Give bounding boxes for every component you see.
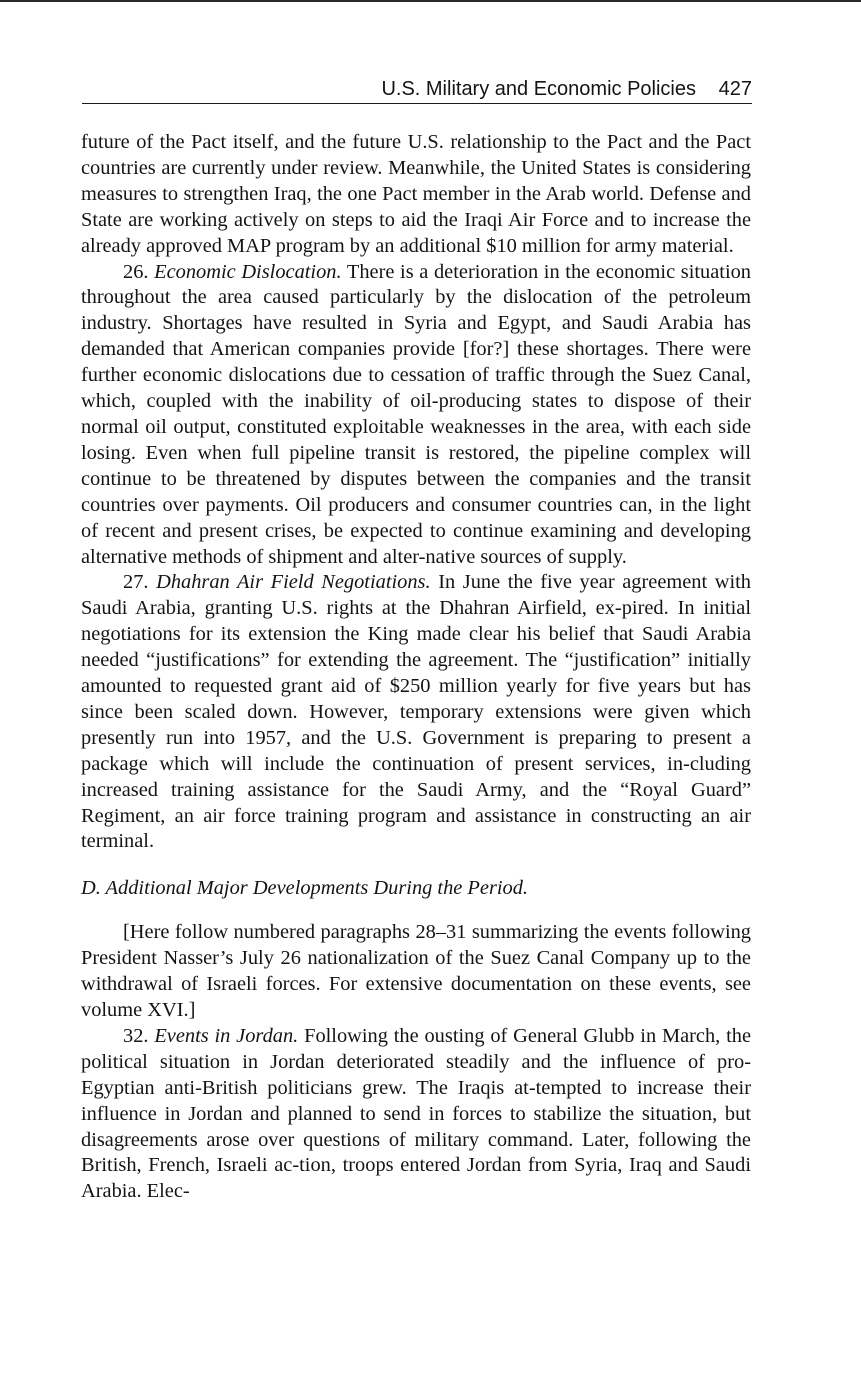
paragraph-26-number: 26. — [123, 260, 149, 283]
paragraph-26-text: There is a deterioration in the economic situation throughout the area caused particularly by the dislocation of the petroleum industry. Shortages have resulted in Syria and Egypt, and Saudi Arabia has demanded that American companies provide [for?] these shortages. There were further economic dislocations due to cessation of traffic through the Suez Canal, which, coupled with the inability of oil-producing states to dispose of their normal oil output, constituted exploitable weaknesses in the area, with each side losing. Even when full pipeline transit is restored, the pipeline complex will continue to be threatened by disputes between the companies and the transit countries over payments. Oil producers and consumer countries can, in the light of recent and present crises, be expected to continue examining and developing alternative methods of shipment and alter-native sources of supply. — [81, 260, 751, 568]
paragraph-27-text: In June the five year agreement with Saudi Arabia, granting U.S. rights at the Dhahran Airfield, ex-pired. In initial negotiations for its extension the King made clear his belief that Saudi Arabia needed “justifications” for extending the agreement. The “justification” initially amounted to requested grant aid of $250 million yearly for five years but has since been scaled down. However, temporary extensions were given which presently run into 1957, and the U.S. Government is preparing to present a package which will include the continuation of present services, in-cluding increased training assistance for the Saudi Army, and the “Royal Guard” Regiment, an air force training program and assistance in constructing an air terminal. — [81, 571, 751, 853]
paragraph-26 — [81, 260, 751, 571]
paragraph-32 — [81, 1024, 751, 1205]
page-number: 427 — [718, 78, 752, 100]
paragraph-27-number: 27. — [123, 571, 149, 594]
paragraph-27-title: Dhahran Air Field Negotiations. — [156, 571, 431, 594]
paragraph-27 — [81, 570, 751, 855]
paragraph-32-text: Following the ousting of General Glubb in March, the political situation in Jordan deteriorated steadily and the influence of pro-Egyptian anti-British politicians grew. The Iraqis at-tempted to increase their influence in Jordan and planned to send in forces to stabilize the situation, but disagreements arose over questions of military command. Later, following the British, French, Israeli ac-tion, troops entered Jordan from Syria, Iraq and Saudi Arabia. Elec- — [81, 1024, 751, 1203]
page-body — [81, 130, 751, 1205]
running-head-title: U.S. Military and Economic Policies — [381, 78, 696, 100]
paragraph-32-title: Events in Jordan. — [154, 1024, 299, 1047]
editorial-note: [Here follow numbered paragraphs 28–31 summarizing the events following President Nasser’s July 26 nationalization of the Suez Canal Company up to the withdrawal of Israeli forces. For extensive documentation on these events, see volume XVI.] — [81, 921, 751, 1021]
section-d-heading: D. Additional Major Developments During the Period. — [81, 877, 529, 900]
paragraph-32-number: 32. — [123, 1024, 149, 1047]
paragraph-26-title: Economic Dislocation. — [154, 260, 342, 283]
paragraph-25-continuation: future of the Pact itself, and the future U.S. relationship to the Pact and the Pact countries are currently under review. Meanwhile, the United States is considering measures to strengthen Iraq, the one Pact member in the Arab world. Defense and State are working actively on steps to aid the Iraqi Air Force and to increase the already approved MAP program by an additional $10 million for army material. — [81, 131, 751, 257]
running-head — [82, 76, 752, 104]
top-edge-rule — [0, 0, 861, 2]
